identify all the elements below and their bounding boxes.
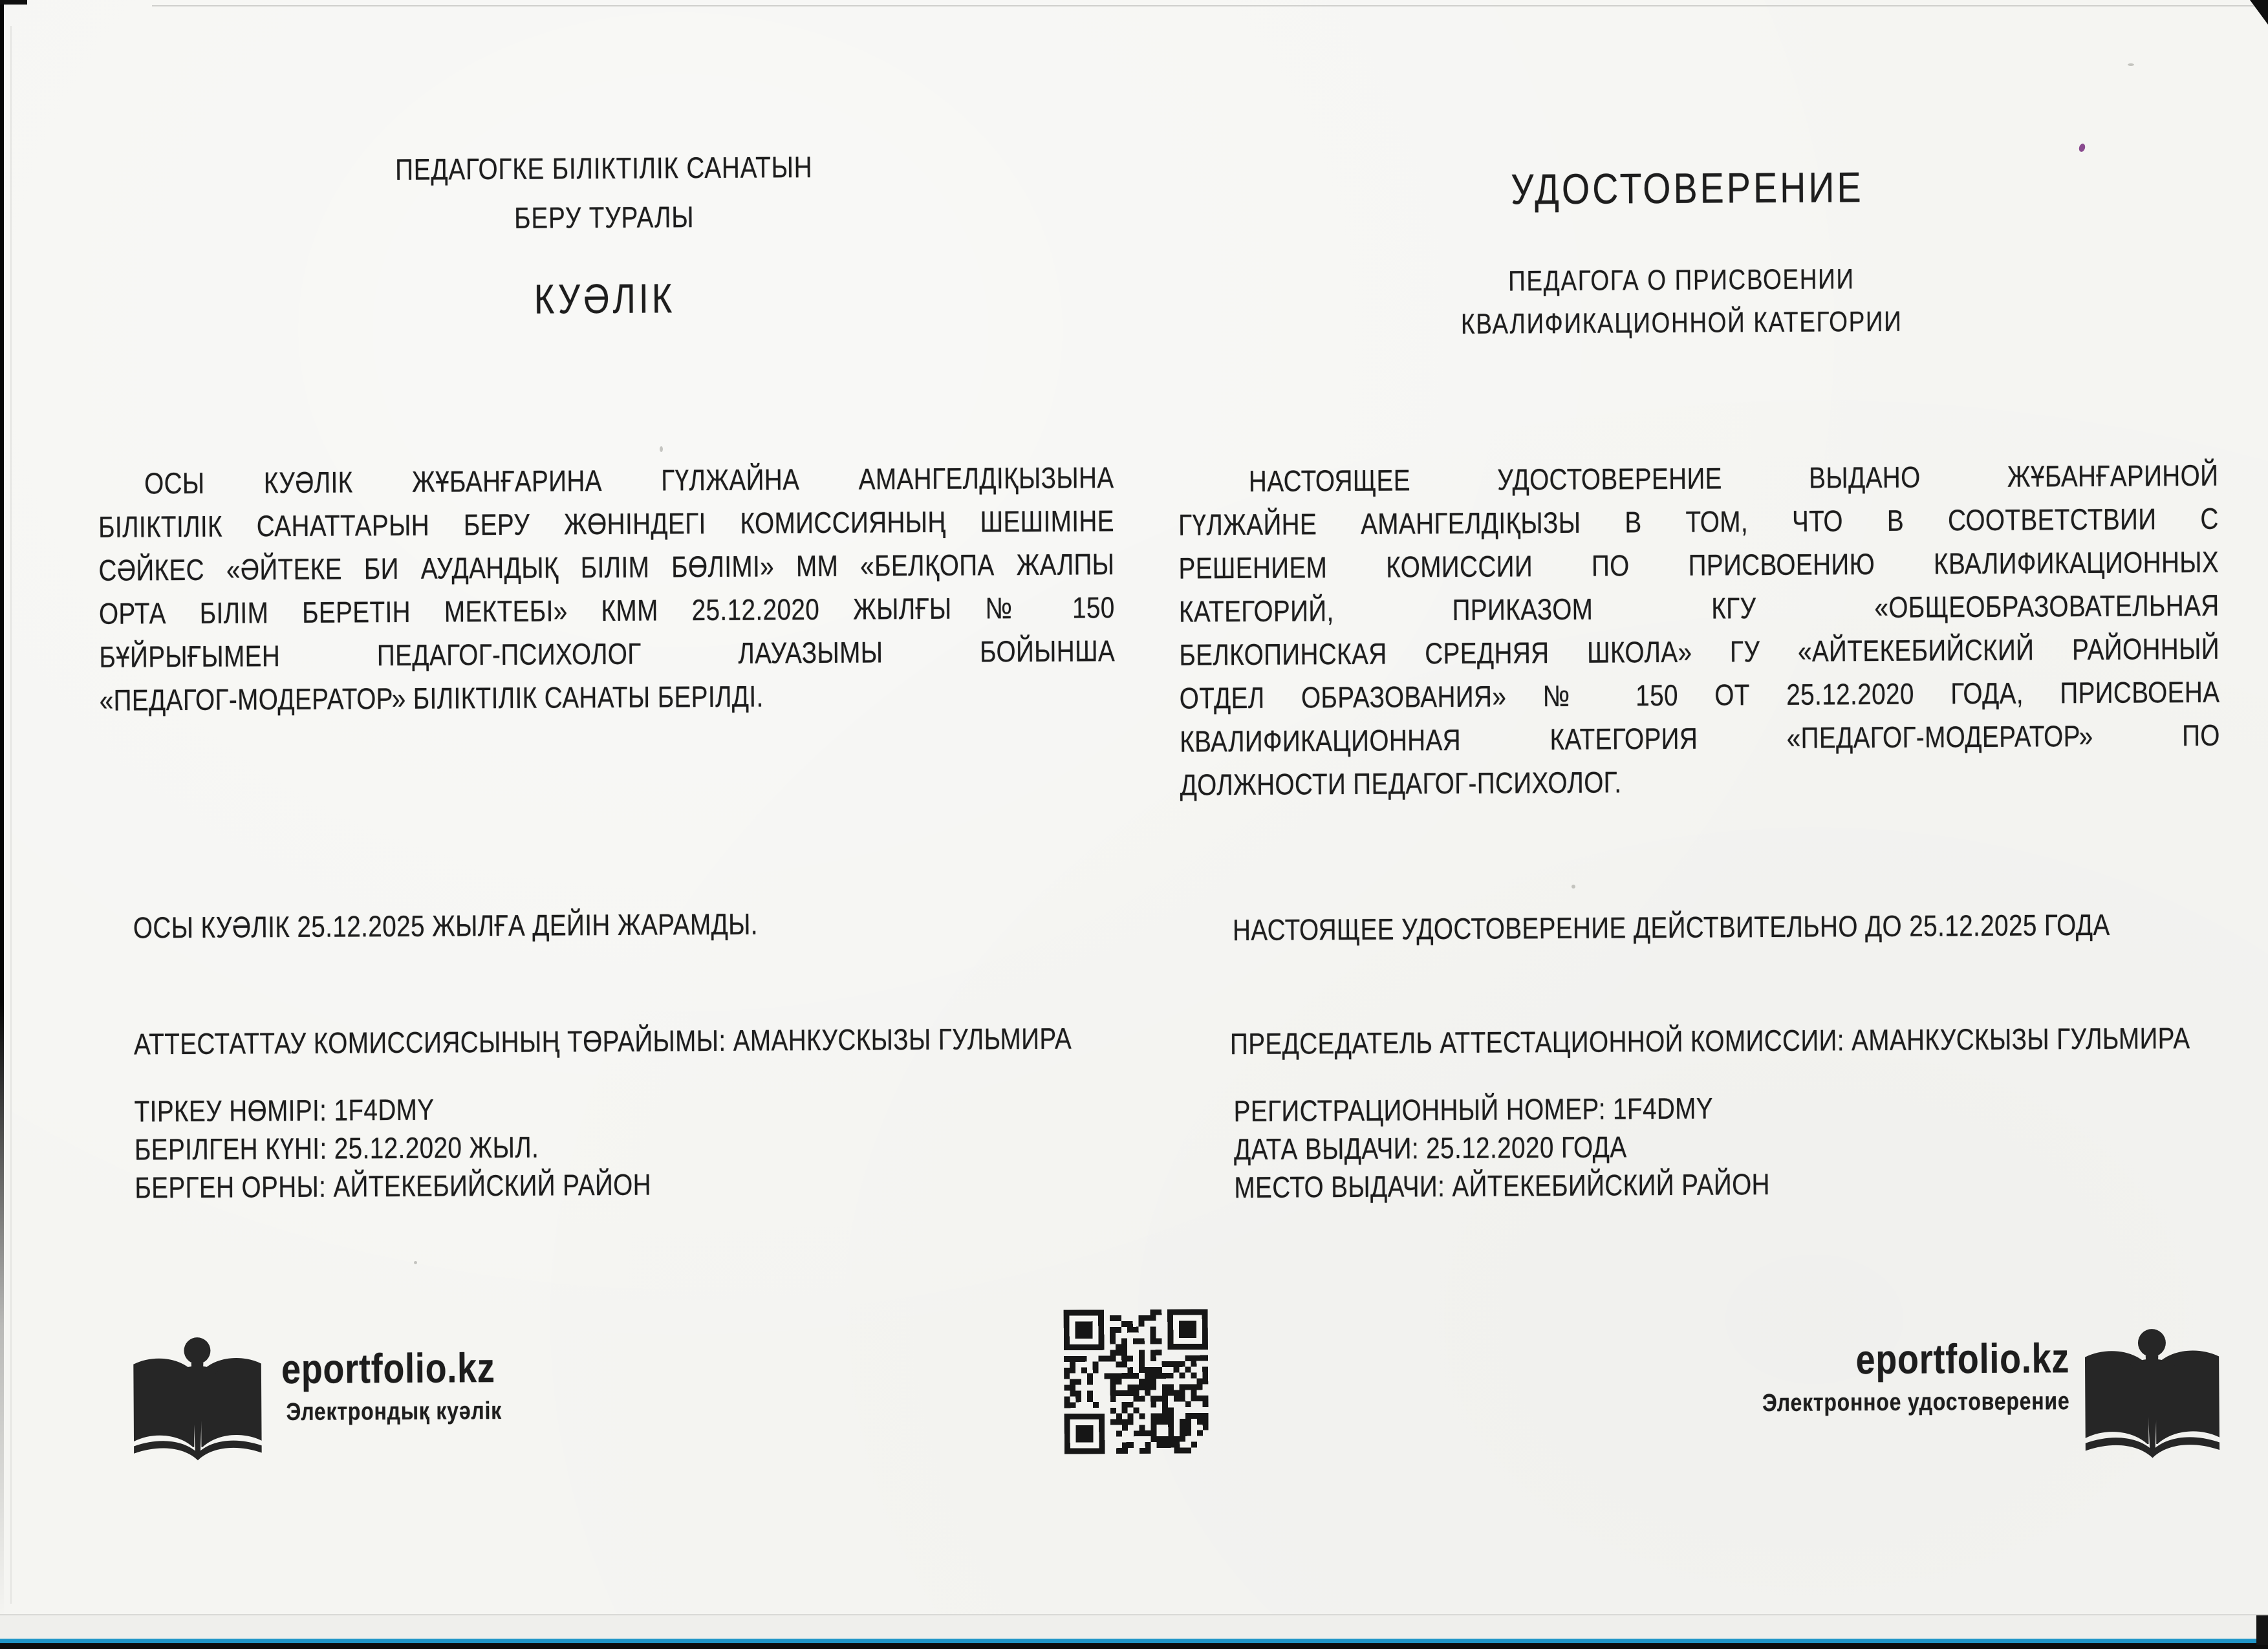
eportfolio-brand-right: eportfolio.kz — [1855, 1335, 2070, 1383]
text-line: ДОЛЖНОСТИ ПЕДАГОГ-ПСИХОЛОГ. — [1180, 765, 1622, 802]
text-line: РЕШЕНИЕМ КОМИССИИ ПО ПРИСВОЕНИЮ КВАЛИФИКАЦИОННЫХ — [1178, 544, 2219, 585]
scan-artifact-bottom-bar — [0, 1643, 2268, 1649]
right-certificate-body — [1178, 454, 2221, 807]
left-header-line2: БЕРУ ТУРАЛЫ — [514, 200, 695, 235]
text-line: КАТЕГОРИЙ, ПРИКАЗОМ КГУ «ОБЩЕОБРАЗОВАТЕЛЬНАЯ — [1178, 588, 2219, 629]
right-subtitle-line1: ПЕДАГОГА О ПРИСВОЕНИИ — [1507, 263, 1855, 297]
left-certificate-title: КУӘЛІК — [534, 275, 676, 323]
text-line: ОРТА БІЛІМ БЕРЕТІН МЕКТЕБІ» КММ 25.12.2020 ЖЫЛҒЫ № 150 — [98, 590, 1115, 630]
text-line: ОСЫ КУӘЛІК ЖҰБАНҒАРИНА ГҮЛЖАЙНА АМАНГЕЛДІҚЫЗЫНА — [144, 460, 1114, 501]
scan-artifact-top-right — [2250, 0, 2268, 25]
open-book-logo-icon — [120, 1331, 275, 1464]
left-certificate-header — [224, 141, 985, 244]
text-line: ГҮЛЖАЙНЕ АМАНГЕЛДІҚЫЗЫ В ТОМ, ЧТО В СООТВЕТСТВИИ С — [1178, 501, 2219, 542]
left-header-line1: ПЕДАГОГКЕ БІЛІКТІЛІК САНАТЫН — [394, 150, 813, 186]
text-line: НАСТОЯЩЕЕ УДОСТОВЕРЕНИЕ ВЫДАНО ЖҰБАНҒАРИНОЙ — [1248, 458, 2219, 498]
scan-speck — [660, 446, 663, 452]
text-line: СӘЙКЕС «ӘЙТЕКЕ БИ АУДАНДЫҚ БІЛІМ БӨЛІМІ» ММ «БЕЛҚОПА ЖАЛПЫ — [98, 547, 1115, 587]
left-validity-statement: ОСЫ КУӘЛІК 25.12.2025 ЖЫЛҒА ДЕЙІН ЖАРАМДЫ. — [133, 907, 759, 945]
text-line: БЕРГЕН ОРНЫ: АЙТЕКЕБИЙСКИЙ РАЙОН — [135, 1167, 652, 1205]
text-line: ОТДЕЛ ОБРАЗОВАНИЯ» № 150 ОТ 25.12.2020 ГОДА, ПРИСВОЕНА — [1179, 674, 2220, 715]
qr-code — [1064, 1309, 1209, 1454]
scan-artifact-left-edge — [0, 0, 4, 1617]
text-line: БЕЛКОПИНСКАЯ СРЕДНЯЯ ШКОЛА» ГУ «АЙТЕКЕБИЙСКИЙ РАЙОННЫЙ — [1179, 631, 2220, 672]
scan-speck — [1571, 885, 1575, 889]
scan-speck — [2128, 63, 2134, 66]
text-line: КВАЛИФИКАЦИОННАЯ КАТЕГОРИЯ «ПЕДАГОГ-МОДЕРАТОР» ПО — [1180, 718, 2220, 759]
text-line: «ПЕДАГОГ-МОДЕРАТОР» БІЛІКТІЛІК САНАТЫ БЕРІЛДІ. — [99, 679, 764, 717]
right-subtitle-line2: КВАЛИФИКАЦИОННОЙ КАТЕГОРИИ — [1460, 305, 1903, 340]
scan-artifact-top-left — [0, 0, 27, 5]
open-book-logo-icon — [2073, 1322, 2232, 1462]
text-line: ТІРКЕУ НӨМІРІ: 1F4DMY — [134, 1092, 435, 1128]
scan-artifact-top-line — [152, 5, 2268, 6]
left-registration-details — [135, 1087, 1059, 1207]
scan-artifact-blue-line — [0, 1639, 2268, 1643]
eportfolio-brand-left: eportfolio.kz — [281, 1344, 495, 1393]
left-chairman-line: АТТЕСТАТТАУ КОМИССИЯСЫНЫҢ ТӨРАЙЫМЫ: АМАНКУСКЫЗЫ ГУЛЬМИРА — [133, 1021, 1072, 1061]
text-line: БІЛІКТІЛІК САНАТТАРЫН БЕРУ ЖӨНІНДЕГІ КОМИССИЯНЫҢ ШЕШІМІНЕ — [98, 504, 1115, 544]
scan-speck — [414, 1261, 417, 1264]
left-certificate-body — [98, 456, 1116, 722]
eportfolio-caption-left: Электрондық куәлік — [286, 1397, 502, 1427]
text-line: ДАТА ВЫДАЧИ: 25.12.2020 ГОДА — [1233, 1130, 1627, 1167]
right-chairman-line: ПРЕДСЕДАТЕЛЬ АТТЕСТАЦИОННОЙ КОМИССИИ: АМАНКУСКЫЗЫ ГУЛЬМИРА — [1229, 1021, 2190, 1061]
right-certificate-title: УДОСТОВЕРЕНИЕ — [1511, 163, 1864, 213]
text-line: БҰЙРЫҒЫМЕН ПЕДАГОГ-ПСИХОЛОГ ЛАУАЗЫМЫ БОЙЫНША — [99, 634, 1116, 674]
eportfolio-caption-right: Электронное удостоверение — [1762, 1388, 2070, 1417]
scan-artifact-page-edge-line — [10, 26, 12, 1604]
text-line: РЕГИСТРАЦИОННЫЙ НОМЕР: 1F4DMY — [1233, 1091, 1714, 1128]
right-certificate-subtitle — [1247, 257, 2117, 347]
text-line: МЕСТО ВЫДАЧИ: АЙТЕКЕБИЙСКИЙ РАЙОН — [1234, 1167, 1771, 1205]
scan-artifact-bottom-right — [2256, 1615, 2268, 1645]
right-validity-statement: НАСТОЯЩЕЕ УДОСТОВЕРЕНИЕ ДЕЙСТВИТЕЛЬНО ДО 25.12.2025 ГОДА — [1232, 907, 2110, 947]
right-registration-details — [1234, 1086, 2158, 1207]
text-line: БЕРІЛГЕН КҮНІ: 25.12.2020 ЖЫЛ. — [134, 1130, 539, 1167]
